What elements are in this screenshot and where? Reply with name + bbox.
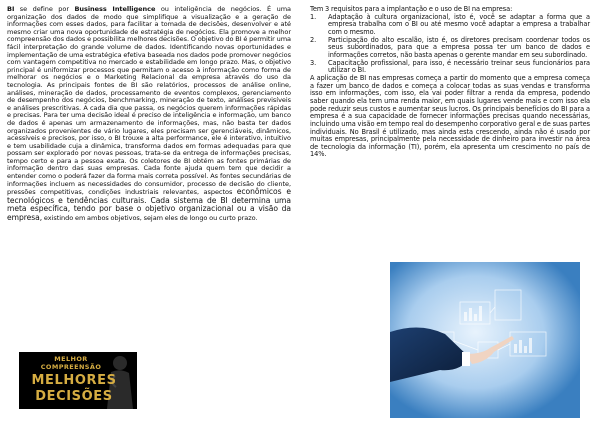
right-column [310,6,590,159]
banner-line-1: MELHOR [54,355,88,363]
application-paragraph: A aplicação de BI nas empresas começa a partir do momento que a empresa começa a fazer um banco de dados e começa a colocar todas as suas vendas e transforma isso em informações, com isso, ela vai poder filtrar a renda da empresa, podendo saber quando ela tem uma renda maior, em quais lugares vende mais e com isso ela pode reduzir seus custos e aumentar seus lucros. Os principais benefícios do BI para a empresa é a sua capacidade de fornecer informações precisas quando necessárias, incluindo uma visão em tempo real do desempenho corporativo geral e de suas partes individuais. No Brasil é utilizado, mas ainda esta crescendo, ainda não é usado por muitas empresas, principalmente pela necessidade de dinheiro para investir na área de tecnologia da informação (TI), porém, ela apresenta um crescimento no país de 14%. [310,73,590,159]
item-text: Adaptação à cultura organizacional, isto é, você se adaptar a forma que a empresa trabalha com o BI ou até mesmo você adaptar a empresa a trabalhar com o mesmo. [328,12,590,36]
banner-line-3: MELHORES [31,373,117,388]
text-span: se define por [14,5,75,13]
item-number: 1. [310,12,317,21]
left-column [7,6,291,223]
item-text: Participação do alto escalão, isto é, os diretores precisam coordenar todos os seus subordinados, para que a empresa possa ter um banco de dados e informações corretos, não basta apenas o gerente mandar em seu subordinado. [328,35,590,59]
banner-line-2: COMPREENSÃO [40,363,102,371]
large-text-span: econômicos e tecnológicos e tendências culturais. Cada sistema de BI determina uma meta específica, tendo por base o objetivo organizacional ou a visão da empresa, [7,187,291,223]
item-number: 3. [310,58,317,67]
bi-bold: BI [7,5,15,13]
item-text: Capacitação profissional, para isso, é necessário treinar seus funcionários para utilizar o BI. [328,58,590,75]
text-span: ou inteligência de negócios. É uma organização dos dados de modo que simplifique a visualização e a geração de informações com esses dados, para facilitar a tomada de decisões, desenvolver e até mesmo criar uma nova oportunidade de estratégia de negócios. Ela promove a melhor compreensão dos dados e possibilita melhores decisões. O objetivo do BI é permitir uma fácil interpretação do grande volume de dados. Identificando novas oportunidades e implementação de uma estratégica efetiva baseada nos dados pode promover negócios com vantagem competitiva no mercado e estabilidade em longo prazo. Mas, o objetivo principal é uniformizar processos que permitam o acesso à informação como forma de melhorar os negócios e o Marketing Relacional da empresa através do uso da tecnologia. As principais fontes de BI são relatórios, processos de análise online, análises, mineração de dados, processamento de eventos complexos, gerenciamento de desempenho dos negócios, benchmarking, mineração de texto, análises previsíveis e análises prescritivas. A cada dia que passa, os negócios querem informações rápidas e precisas. Para ter uma decisão ideal é preciso de inteligência e informação, um banco de dados é apenas um armazenamento de informações, mas, não basta ter dados organizados provenientes de vário lugares, eles precisam ser gerenciáveis, dinâmicos, acessíveis e precisos, por isso, o BI trouxe a alta performance, ele é interativo, intuitivo e tem usabilidade cuja a dinâmica, transforma dados em formas adequadas para que possam ser explorado por novas pessoas, trata-se da entrega de informações precisas, tempo certo e para a pessoa exata. Os coletores de BI obtém as fontes primárias de informação dentro das suas empresas. Cada fonte ajuda quem tem que decidir a entender como o poderá fazer da forma mais correta possível. As fontes secundárias de informações incluem as necessidades do consumidor, processo de decisão do cliente, pressões competitivas, condições industriais relevantes, aspectos [7,5,291,197]
text-span: existindo em ambos objetivos, sejam eles de longo ou curto prazo. [42,214,258,223]
better-decisions-banner [19,352,137,409]
requirement-item [310,14,590,37]
item-number: 2. [310,35,317,44]
bi-term-bold: Business Intelligence [74,5,156,13]
business-touchscreen-photo [390,262,580,418]
requirement-item [310,37,590,60]
requirements-intro: Tem 3 requisitos para a implantação e o uso de BI na empresa: [310,5,513,13]
left-paragraph [7,6,291,223]
requirement-item [310,60,590,75]
banner-line-4: DECISÕES [35,389,113,404]
